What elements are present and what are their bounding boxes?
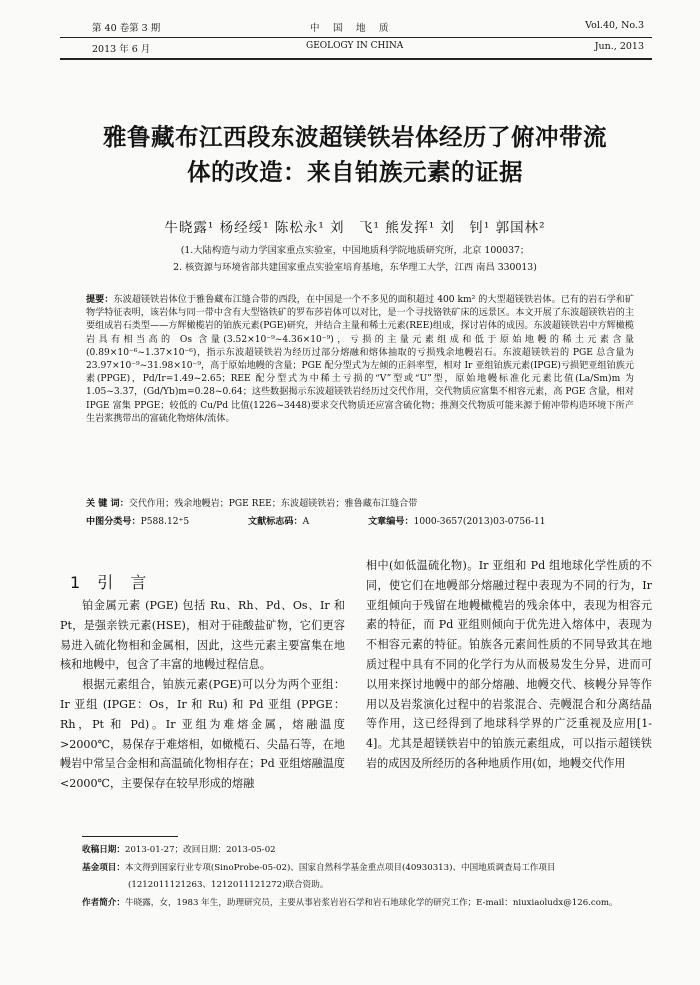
footnote-received xyxy=(82,844,652,857)
article-number-label: 文章编号： xyxy=(368,517,414,527)
header-date-en: Jun., 2013 xyxy=(594,41,644,52)
header-journal-cn: 中 国 地 质 xyxy=(310,23,391,34)
footnote-fund xyxy=(82,862,652,875)
author-bio-label: 作者简介： xyxy=(82,898,125,908)
keywords-text: 交代作用；残余地幔岩；PGE REE；东波超镁铁岩；雅鲁藏布江缝合带 xyxy=(128,499,418,509)
left-column xyxy=(60,596,345,794)
fund-label: 基金项目： xyxy=(82,863,125,873)
header-volume-en: Vol.40, No.3 xyxy=(585,20,644,31)
header-rule-thick xyxy=(60,58,652,60)
left-paragraph-2: 根据元素组合，铂族元素(PGE)可以分为两个亚组：Ir 亚组 (IPGE：Os，Ir 和 Ru) 和 Pd 亚组 (PPGE：Rh，Pt 和 Pd)。Ir 亚组为难熔金属，熔融温度>2000℃，易保存于难熔相，如橄榄石、尖晶石等，在地幔岩中常呈合金相和高温硫化物相存在；Pd 亚组熔融温度<2000℃，主要保存在较早形成的熔融 xyxy=(60,678,345,791)
classification-line xyxy=(86,514,634,527)
keywords xyxy=(86,496,634,509)
paper-title-line-1: 雅鲁藏布江西段东波超镁铁岩体经历了俯冲带流 xyxy=(103,123,607,151)
received-label: 收稿日期： xyxy=(82,845,125,855)
author-list: 牛晓露¹ 杨经绥¹ 陈松永¹ 刘 飞¹ 熊发挥¹ 刘 钊¹ 郭国林² xyxy=(164,220,546,236)
header-volume-cn: 第 40 卷第 3 期 xyxy=(92,23,161,34)
header-date-cn: 2013 年 6 月 xyxy=(92,44,151,55)
doc-code-value: A xyxy=(302,517,310,527)
section-title: 引 言 xyxy=(97,573,153,592)
left-paragraph-1: 铂金属元素 (PGE) 包括 Ru、Rh、Pd、Os、Ir 和 Pt，是强亲铁元素(HSE)，相对于硅酸盐矿物，它们更容易进入硫化物相和金属相，因此，这些元素主要富集在地核和地幔中，包含了丰富的地幔过程信息。 xyxy=(60,599,345,672)
abstract-label: 提要： xyxy=(86,295,114,305)
doc-code-label: 文献标志码： xyxy=(248,517,303,527)
clc-value: P588.12⁺5 xyxy=(140,517,190,527)
footnote-author xyxy=(82,897,652,910)
abstract xyxy=(86,294,634,426)
right-paragraph-1: 相中(如低温硫化物)。Ir 亚组和 Pd 组地球化学性质的不同，使它们在地幔部分熔融过程中表现为不同的行为，Ir 亚组倾向于残留在地幔橄榄岩的残余体中，表现为相容元素的特征，而 Pd 亚组则倾向于优先进入熔体中，表现为不相容元素的特征。铂族各元素间性质的不同导致其在地质过程中具有不同的化学行为从而极易发生分异，进而可以用来探讨地幔中的部分熔融、地幔交代、核幔分异等作用以及岩浆演化过程中的岩浆混合、壳幔混合和分离结晶等作用，这已经得到了地球科学界的广泛重视及应用[1-4]。尤其是超镁铁岩中的铂族元素组成，可以指示超镁铁岩的成因及所经历的各种地质作用(如，地幔交代作用 xyxy=(366,559,652,770)
section-heading xyxy=(70,570,152,593)
paper-title-line-2: 体的改造：来自铂族元素的证据 xyxy=(187,158,523,186)
header-rule-thin xyxy=(60,37,652,38)
right-column xyxy=(366,556,652,774)
fund-text: 本文得到国家行业专项(SinoProbe-05-02)、国家自然科学基金重点项目(40930313)、中国地质调查局工作项目 xyxy=(124,863,556,873)
article-number-value: 1000-3657(2013)03-0756-11 xyxy=(413,517,546,527)
received-dates: 2013-01-27；改回日期：2013-05-02 xyxy=(124,845,276,855)
clc-label: 中图分类号： xyxy=(86,517,141,527)
footnote-fund-continued: (1212011121263、1212011121272)联合资助。 xyxy=(128,880,329,890)
footnote-rule xyxy=(82,836,178,837)
abstract-text: 东波超镁铁岩体位于雅鲁藏布江缝合带的西段，在中国是一个不多见的面积超过 400 km² 的大型超镁铁岩体。已有的岩石学和矿物学特征表明，该岩体与同一带中含有大型铬铁矿的罗布莎岩体可以对比，是一个寻找铬铁矿床的远景区。本文开展了东波超镁铁岩的主要组成岩石类型——方辉橄榄岩的铂族元素(PGE)研究，并结合主量和稀土元素(REE)组成，探讨岩体的成因。东波超镁铁岩中方辉橄榄岩具有相当高的 Os 含量(3.52×10⁻⁹~4.36×10⁻⁹)，亏损的主量元素组成和低于原始地幔的稀土元素含量(0.89×10⁻⁶~1.37×10⁻⁶)，指示东波超镁铁岩为经历过部分熔融和熔体抽取的亏损残余地幔岩石。东波超镁铁岩的 PGE 总含量为 23.97×10⁻⁹~31.98×10⁻⁹，高于原始地幔的含量；PGE 配分型式为左倾的正斜率型，相对 Ir 亚组铂族元素(IPGE)亏损钯亚组铂族元素(PPGE)，Pd/Ir=1.49~2.65；REE 配分型式为中稀土亏损的“V”型或“U”型，原始地幔标准化元素比值(La/Sm)m 为 1.05~3.37，(Gd/Yb)m=0.28~0.64；这些数据揭示东波超镁铁岩经历过交代作用，交代物质应富集不相容元素，高 PGE 含量，相对 IPGE 富集 PPGE；较低的 Cu/Pd 比值(1226~3448)要求交代物质还应富含硫化物；推测交代物质可能来源于俯冲带构造环境下所产生岩浆携带出的富硫化物熔体/流体。 xyxy=(86,295,634,424)
affiliation-1: (1.大陆构造与动力学国家重点实验室，中国地质科学院地质研究所，北京 100037； xyxy=(180,245,530,256)
affiliation-2: 2. 核资源与环境省部共建国家重点实验室培育基地，东华理工大学，江西 南昌 330013) xyxy=(173,262,537,273)
header-journal-en: GEOLOGY IN CHINA xyxy=(306,41,404,51)
keywords-label: 关 键 词： xyxy=(86,499,129,509)
author-bio-text: 牛晓露，女，1983 年生，助理研究员，主要从事岩浆岩岩石学和岩石地球化学的研究工作；E-mail：niuxiaoludx@126.com。 xyxy=(124,898,618,908)
section-number: 1 xyxy=(70,573,87,592)
